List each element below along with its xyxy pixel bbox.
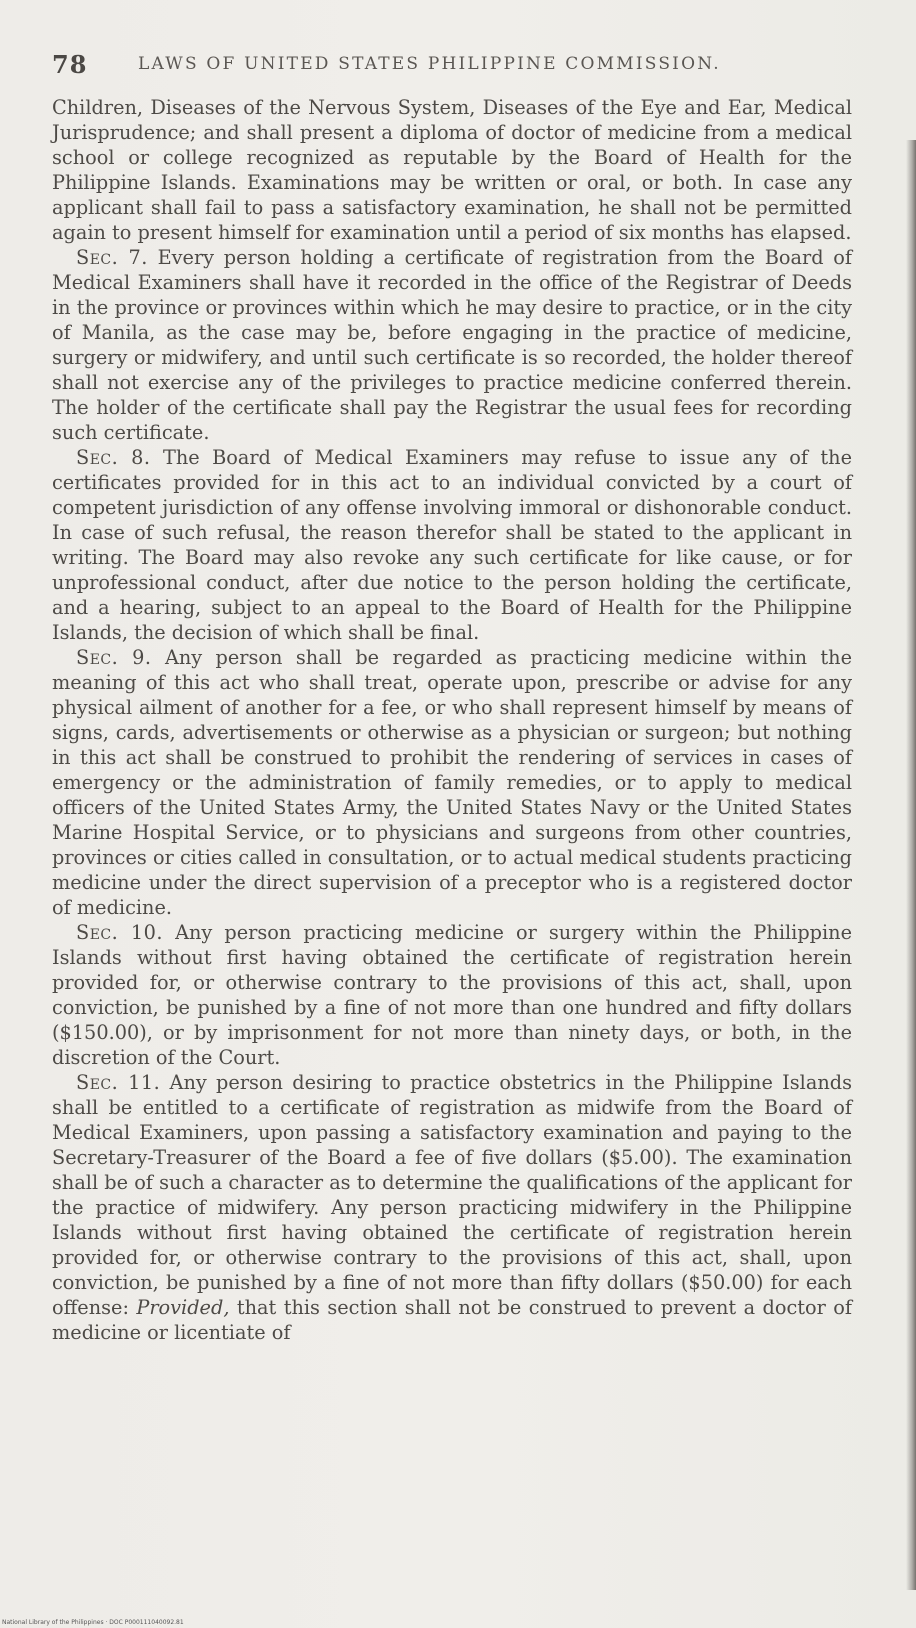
- section-label: Sec. 7.: [76, 246, 148, 269]
- paragraph-continuation: [52, 95, 852, 245]
- scan-footer: National Library of the Philippines · DOC P000111040092.81: [2, 1619, 184, 1626]
- section-label: Sec. 9.: [76, 646, 152, 669]
- paragraph-text: Any person practicing medicine or surgery within the Philippine Islands without first having obtained the certificate of registration herein provided for, or otherwise contrary to the provisions of this act, shall, upon conviction, be punished by a fine of not more than one hundred and fifty dollars ($150.00), or by imprisonment for not more than ninety days, or both, in the discretion of the Court.: [52, 921, 853, 1069]
- page-header: [52, 50, 852, 80]
- section-8-paragraph: [52, 445, 852, 645]
- paragraph-text: Any person desiring to practice obstetrics in the Philippine Islands shall be entitled to a certificate of registration as midwife from the Board of Medical Examiners, upon passing a satisfactory examination and paying to the Secretary-Treasurer of the Board a fee of five dollars ($5.00). The examination shall be of such a character as to determine the qualifications of the applicant for the practice of midwifery. Any person practicing midwifery in the Philippine Islands without first having obtained the certificate of registration herein provided for, or otherwise contrary to the provisions of this act, shall, upon conviction, be punished by a fine of not more than fifty dollars ($50.00) for each offense:: [52, 1071, 852, 1319]
- page-edge-shadow: [906, 140, 916, 1590]
- running-title: LAWS OF UNITED STATES PHILIPPINE COMMISSION.: [138, 54, 721, 74]
- body-text: [52, 95, 852, 1345]
- paragraph-text: Children, Diseases of the Nervous System, Diseases of the Eye and Ear, Medical Jurisprudence; and shall present a diploma of doctor of medicine from a medical school or college recognized as reputable by the Board of Health for the Philippine Islands. Examinations may be written or oral, or both. In case any applicant shall fail to pass a satisfactory examination, he shall not be permitted again to present himself for examination until a period of six months has elapsed.: [52, 96, 852, 244]
- paragraph-text: Every person holding a certificate of registration from the Board of Medical Examiners shall have it recorded in the office of the Registrar of Deeds in the province or provinces within which he may desire to practice, or in the city of Manila, as the case may be, before engaging in the practice of medicine, surgery or midwifery, and until such certificate is so recorded, the holder thereof shall not exercise any of the privileges to practice medicine conferred therein. The holder of the certificate shall pay the Registrar the usual fees for recording such certificate.: [52, 246, 853, 444]
- italic-proviso: Provided,: [136, 1296, 230, 1319]
- section-label: Sec. 8.: [76, 446, 151, 469]
- section-9-paragraph: [52, 645, 852, 920]
- paragraph-text: Any person shall be regarded as practicing medicine within the meaning of this act who shall treat, operate upon, prescribe or advise for any physical ailment of another for a fee, or who shall represent himself by means of signs, cards, advertisements or otherwise as a physician or surgeon; but nothing in this act shall be construed to prohibit the rendering of services in cases of emergency or the administration of family remedies, or to apply to medical officers of the United States Army, the United States Navy or the United States Marine Hospital Service, or to physicians and surgeons from other countries, provinces or cities called in consultation, or to actual medical students practicing medicine under the direct supervision of a preceptor who is a registered doctor of medicine.: [52, 646, 853, 919]
- page-number: 78: [52, 50, 88, 79]
- paragraph-tail: that this section shall not be construed to prevent a doctor of medicine or licentiate of: [52, 1296, 852, 1344]
- section-label: Sec. 11.: [76, 1071, 161, 1094]
- section-label: Sec. 10.: [76, 921, 163, 944]
- paragraph-text: The Board of Medical Examiners may refuse to issue any of the certificates provided for in this act to an individual convicted by a court of competent jurisdiction of any offense involving immoral or dishonorable conduct. In case of such refusal, the reason therefor shall be stated to the applicant in writing. The Board may also revoke any such certificate for like cause, or for unprofessional conduct, after due notice to the person holding the certificate, and a hearing, subject to an appeal to the Board of Health for the Philippine Islands, the decision of which shall be final.: [52, 446, 853, 644]
- section-11-paragraph: [52, 1070, 852, 1345]
- section-10-paragraph: [52, 920, 852, 1070]
- section-7-paragraph: [52, 245, 852, 445]
